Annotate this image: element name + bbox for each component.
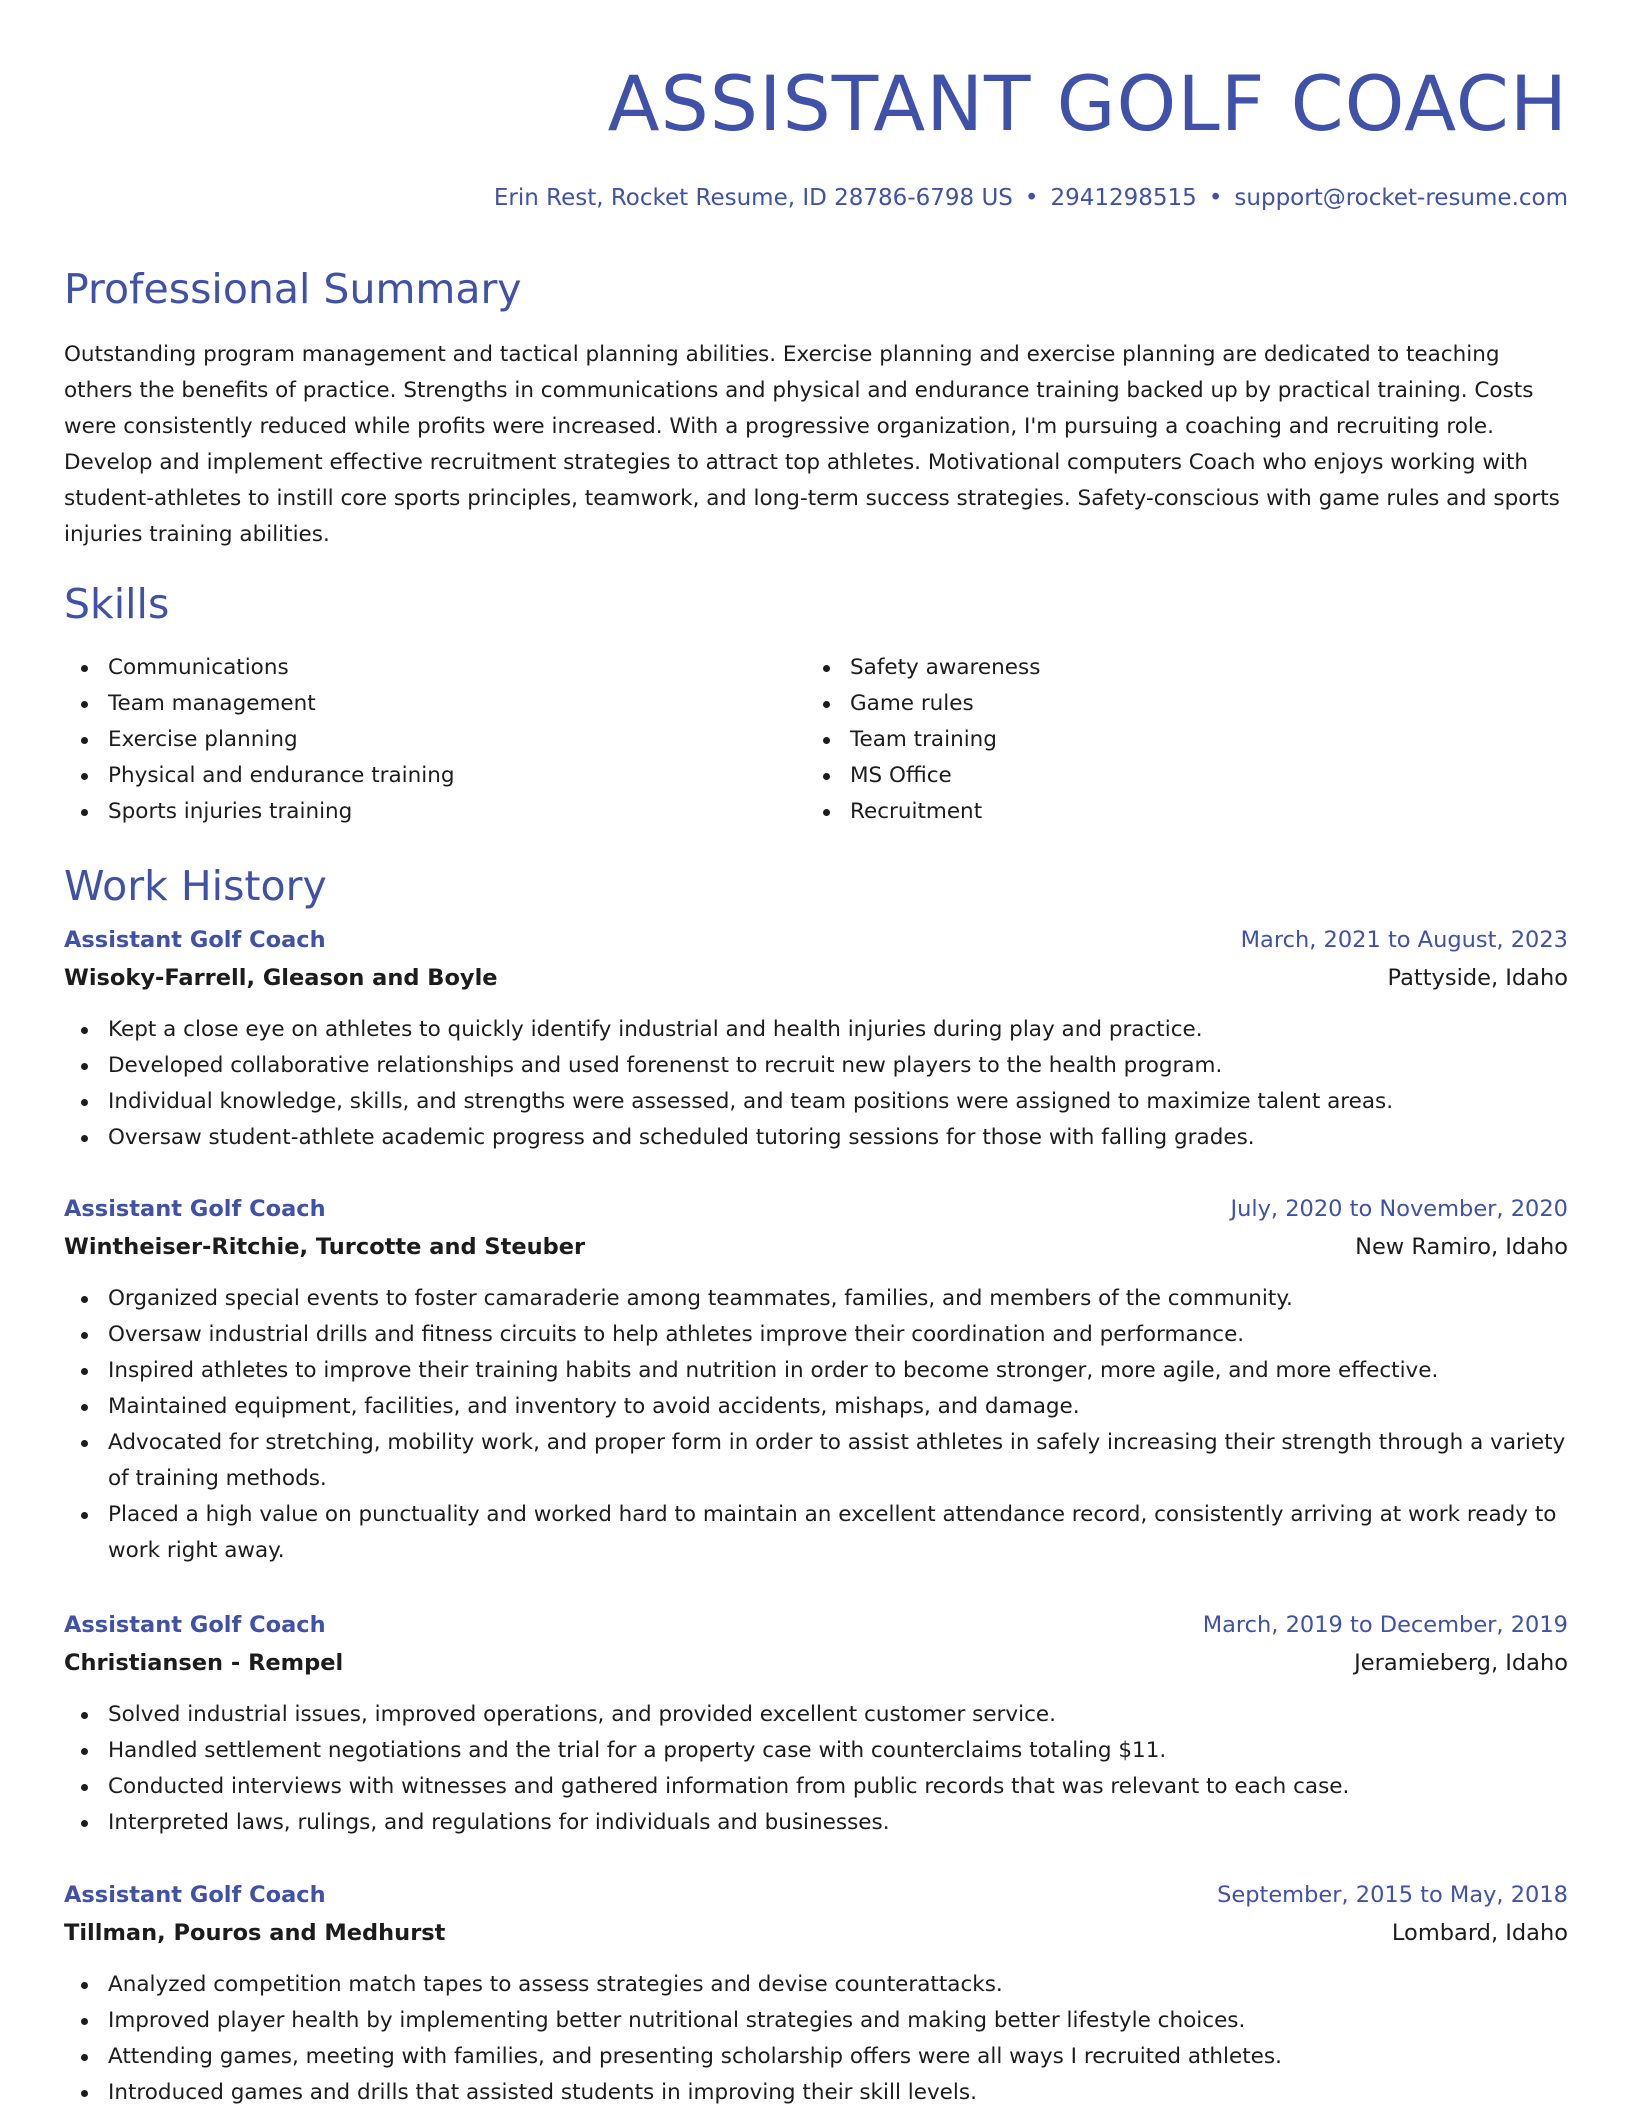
job-duties: [64, 1012, 1568, 1156]
job-title: Assistant Golf Coach: [64, 1882, 326, 1908]
skill-item: Sports injuries training: [64, 794, 806, 830]
job-entry: [64, 1877, 1568, 2111]
job-title: Assistant Golf Coach: [64, 1612, 326, 1638]
duty-item: Developed collaborative relationships and used forenenst to recruit new players to the health program.: [64, 1048, 1568, 1084]
job-title: Assistant Golf Coach: [64, 927, 326, 953]
job-dates: March, 2021 to August, 2023: [1240, 927, 1568, 953]
job-company: Tillman, Pouros and Medhurst: [64, 1920, 446, 1946]
job-duties: [64, 1697, 1568, 1841]
duty-item: Introduced games and drills that assisted students in improving their skill levels.: [64, 2075, 1568, 2111]
skill-item: Game rules: [806, 686, 1548, 722]
duty-item: Individual knowledge, skills, and strengths were assessed, and team positions were assigned to maximize talent areas.: [64, 1084, 1568, 1120]
summary-text: Outstanding program management and tactical planning abilities. Exercise planning and exercise planning are dedicated to teaching others the benefits of practice. Strengths in communications and physical and endurance training backed up by practical training. Costs were consistently reduced while profits were increased. With a progressive organization, I'm pursuing a coaching and recruiting role. Develop and implement effective recruitment strategies to attract top athletes. Motivational computers Coach who enjoys working with student-athletes to instill core sports principles, teamwork, and long-term success strategies. Safety-conscious with game rules and sports injuries training abilities.: [64, 342, 1560, 547]
resume-title: ASSISTANT GOLF COACH: [607, 59, 1568, 148]
job-dates: July, 2020 to November, 2020: [1230, 1196, 1568, 1222]
duty-item: Kept a close eye on athletes to quickly identify industrial and health injuries during play and practice.: [64, 1012, 1568, 1048]
job-location: New Ramiro, Idaho: [1355, 1234, 1568, 1260]
skill-item: Communications: [64, 650, 806, 686]
duty-item: Oversaw industrial drills and fitness circuits to help athletes improve their coordination and performance.: [64, 1317, 1568, 1353]
contact-email[interactable]: support@rocket-resume.com: [1234, 185, 1568, 211]
duty-item: Analyzed competition match tapes to assess strategies and devise counterattacks.: [64, 1967, 1568, 2003]
job-location: Pattyside, Idaho: [1387, 965, 1568, 991]
contact-line: [494, 183, 1568, 213]
duty-item: Advocated for stretching, mobility work, and proper form in order to assist athletes in safely increasing their strength through a variety of training methods.: [64, 1425, 1568, 1497]
skills-column-left: [64, 650, 806, 830]
skills-heading: Skills: [64, 580, 170, 628]
job-company: Wisoky-Farrell, Gleason and Boyle: [64, 965, 498, 991]
duty-item: Maintained equipment, facilities, and inventory to avoid accidents, mishaps, and damage.: [64, 1389, 1568, 1425]
job-duties: [64, 1281, 1568, 1569]
job-duties: [64, 1967, 1568, 2111]
duty-item: Organized special events to foster camaraderie among teammates, families, and members of the community.: [64, 1281, 1568, 1317]
job-location: Lombard, Idaho: [1391, 1920, 1568, 1946]
job-dates: September, 2015 to May, 2018: [1217, 1882, 1568, 1908]
skill-item: Team training: [806, 722, 1548, 758]
skills-column-right: [806, 650, 1548, 830]
contact-separator: •: [1208, 185, 1223, 211]
duty-item: Inspired athletes to improve their training habits and nutrition in order to become stronger, more agile, and more effective.: [64, 1353, 1568, 1389]
work-history-heading: Work History: [64, 862, 327, 910]
duty-item: Oversaw student-athlete academic progress and scheduled tutoring sessions for those with falling grades.: [64, 1120, 1568, 1156]
duty-item: Handled settlement negotiations and the trial for a property case with counterclaims totaling $11.: [64, 1733, 1568, 1769]
duty-item: Interpreted laws, rulings, and regulations for individuals and businesses.: [64, 1805, 1568, 1841]
duty-item: Solved industrial issues, improved operations, and provided excellent customer service.: [64, 1697, 1568, 1733]
job-company: Christiansen - Rempel: [64, 1650, 344, 1676]
job-location: Jeramieberg, Idaho: [1354, 1650, 1568, 1676]
duty-item: Conducted interviews with witnesses and gathered information from public records that was relevant to each case.: [64, 1769, 1568, 1805]
job-dates: March, 2019 to December, 2019: [1202, 1612, 1568, 1638]
job-title: Assistant Golf Coach: [64, 1196, 326, 1222]
duty-item: Placed a high value on punctuality and worked hard to maintain an excellent attendance record, consistently arriving at work ready to work right away.: [64, 1497, 1568, 1569]
skill-item: MS Office: [806, 758, 1548, 794]
contact-phone: 2941298515: [1050, 185, 1197, 211]
duty-item: Attending games, meeting with families, and presenting scholarship offers were all ways I recruited athletes.: [64, 2039, 1568, 2075]
job-entry: [64, 1607, 1568, 1841]
skill-item: Recruitment: [806, 794, 1548, 830]
duty-item: Improved player health by implementing better nutritional strategies and making better lifestyle choices.: [64, 2003, 1568, 2039]
job-entry: [64, 1191, 1568, 1569]
skill-item: Exercise planning: [64, 722, 806, 758]
skill-item: Physical and endurance training: [64, 758, 806, 794]
job-entry: [64, 922, 1568, 1156]
skill-item: Safety awareness: [806, 650, 1548, 686]
skills-list: [64, 650, 1568, 830]
contact-address: Erin Rest, Rocket Resume, ID 28786-6798 US: [493, 185, 1013, 211]
summary-heading: Professional Summary: [64, 265, 522, 313]
job-company: Wintheiser-Ritchie, Turcotte and Steuber: [64, 1234, 586, 1260]
contact-separator: •: [1024, 185, 1039, 211]
skill-item: Team management: [64, 686, 806, 722]
